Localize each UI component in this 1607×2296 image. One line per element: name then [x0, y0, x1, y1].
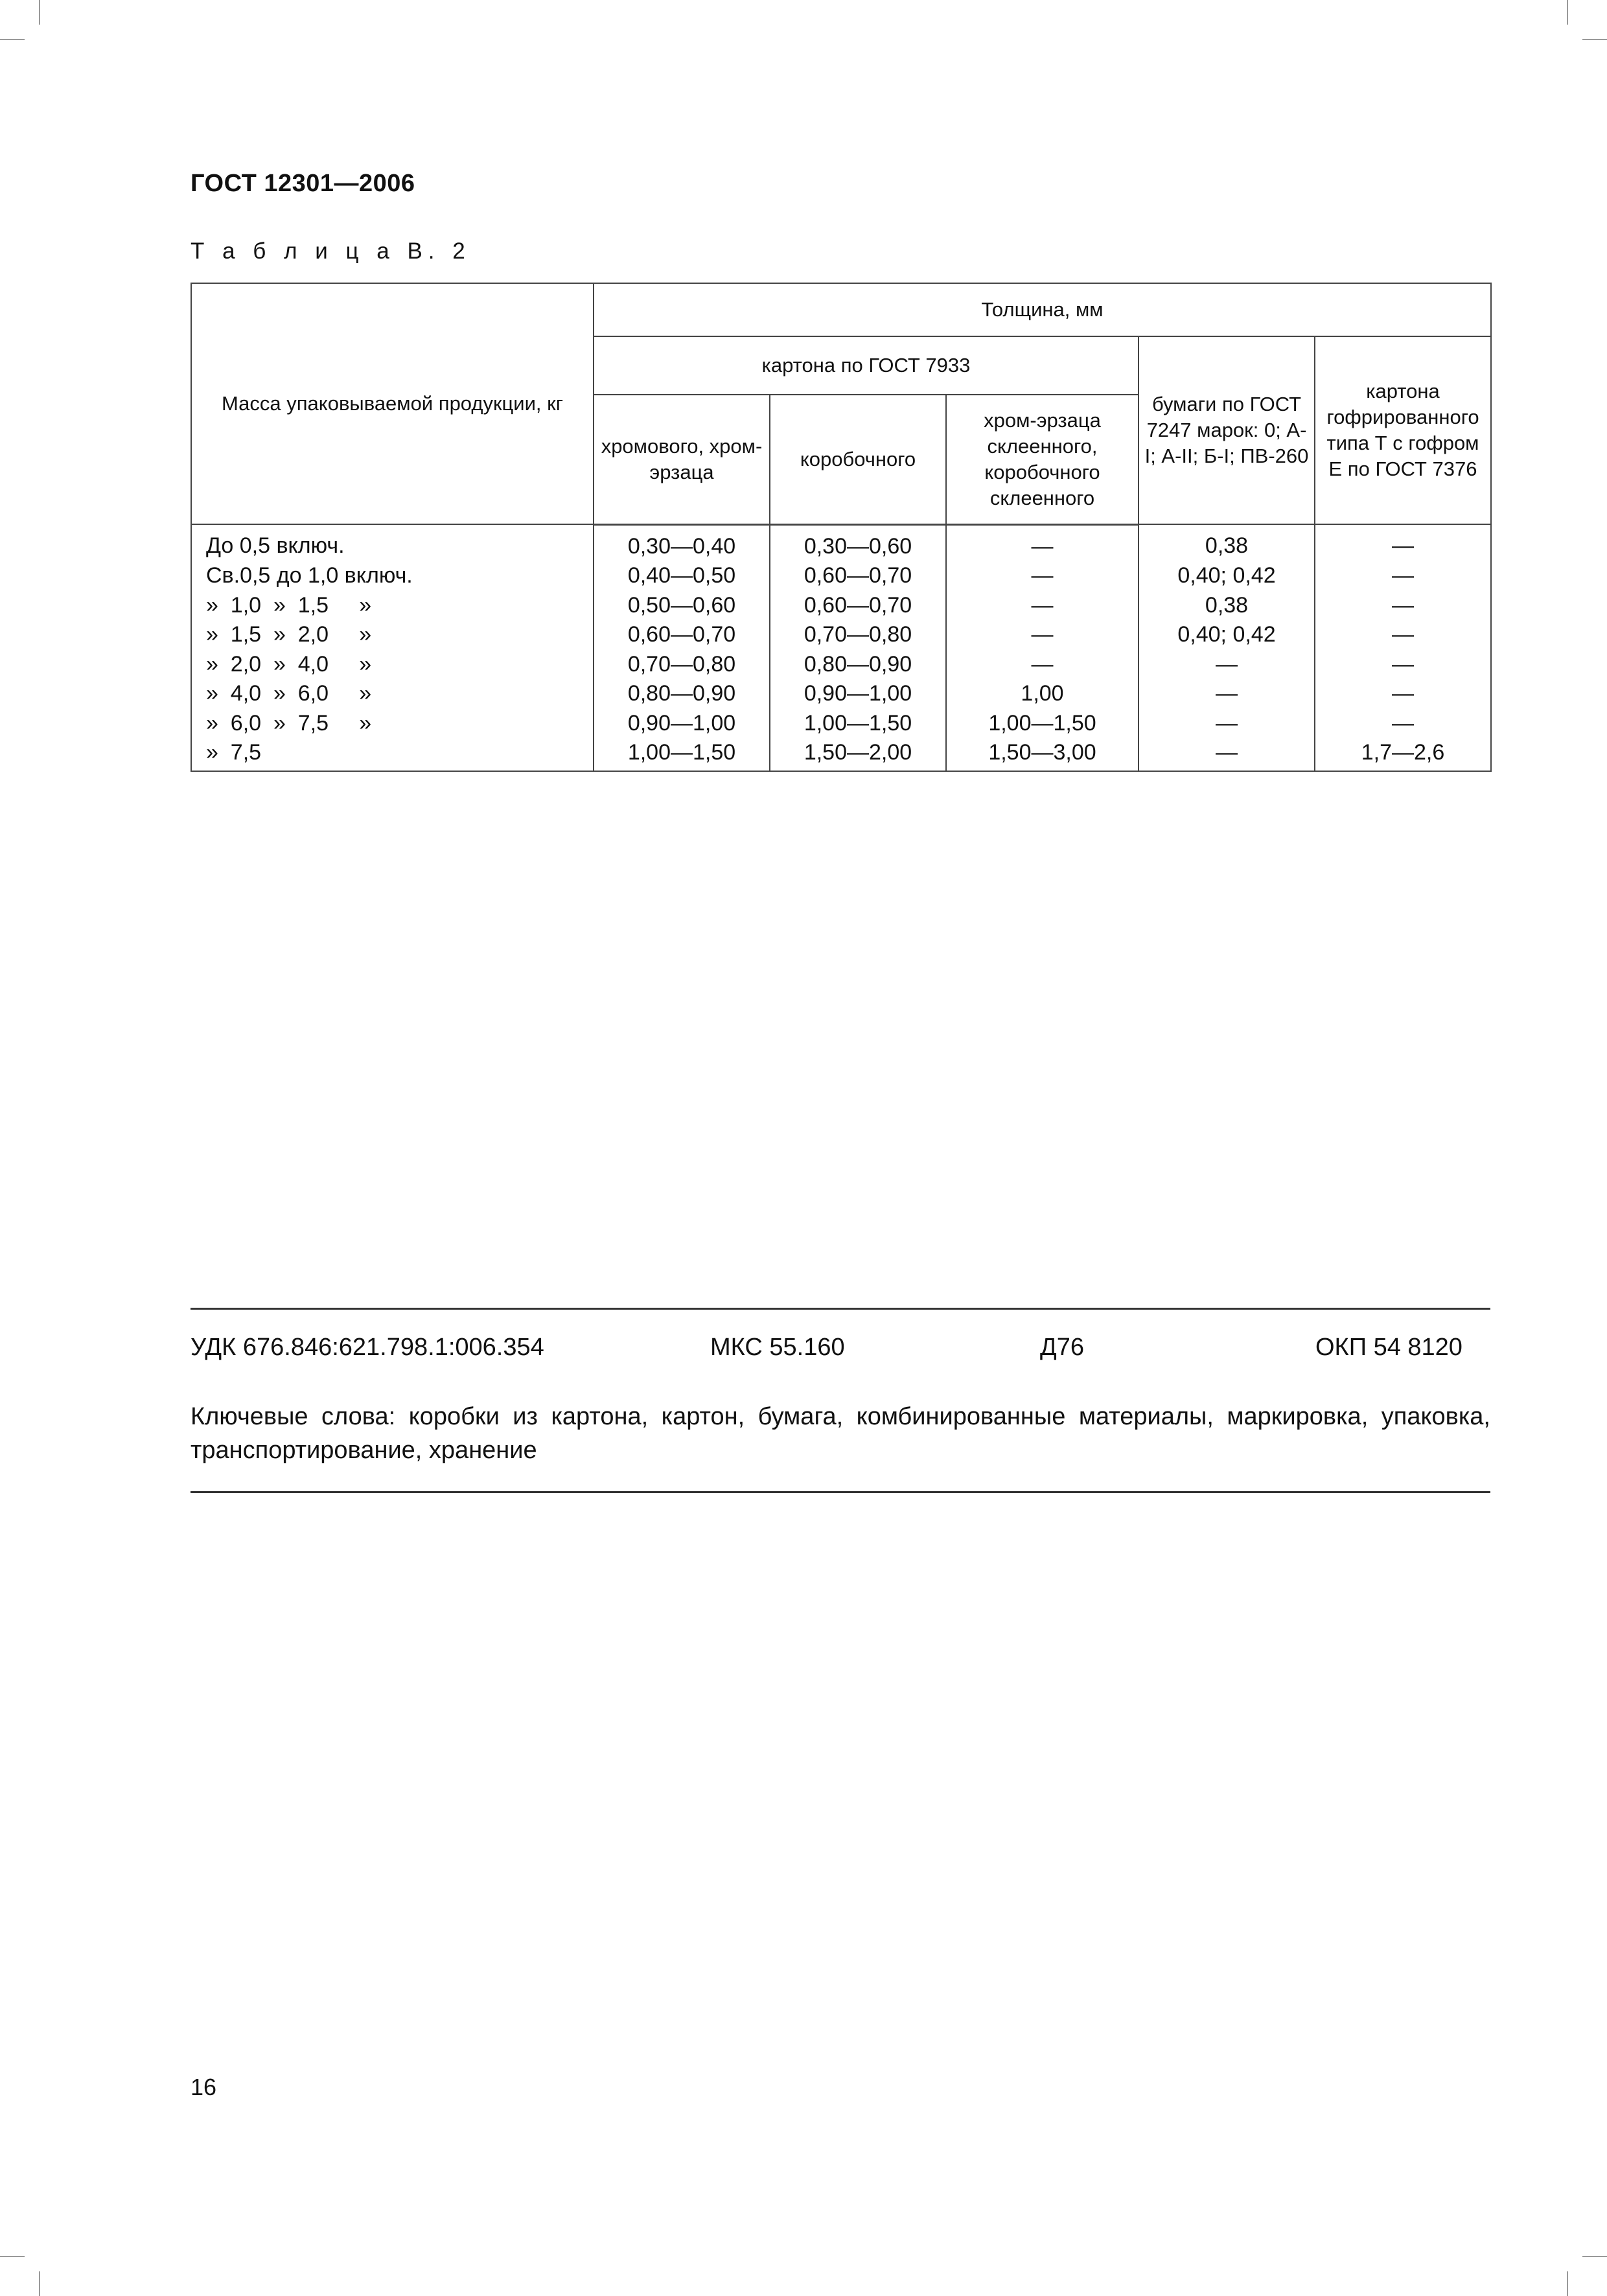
- header-thickness: Толщина, мм: [594, 283, 1491, 336]
- cell-chrome-glued: —: [946, 620, 1139, 650]
- divider-bottom: [191, 1491, 1490, 1493]
- cell-corrugated: —: [1315, 650, 1491, 680]
- cell-corrugated: —: [1315, 591, 1491, 621]
- cell-corrugated: —: [1315, 679, 1491, 709]
- header-chrome-glued: хром-эрзаца склеенного, коробочного склеенного: [946, 395, 1139, 524]
- cell-chrome: 0,80—0,90: [594, 679, 770, 709]
- cell-box: 1,00—1,50: [770, 709, 946, 739]
- cell-chrome: 0,50—0,60: [594, 591, 770, 621]
- crop-mark: [0, 39, 25, 40]
- cell-mass: » 4,0 » 6,0 »: [191, 679, 594, 709]
- cell-corrugated: —: [1315, 620, 1491, 650]
- cell-chrome-glued: —: [946, 650, 1139, 680]
- crop-mark: [39, 2271, 40, 2296]
- cell-chrome-glued: 1,00—1,50: [946, 709, 1139, 739]
- table-row: [191, 524, 1491, 561]
- crop-mark: [1567, 2271, 1568, 2296]
- udc-code: УДК 676.846:621.798.1:006.354: [191, 1334, 544, 1361]
- cell-mass: » 2,0 » 4,0 »: [191, 650, 594, 680]
- cell-box: 1,50—2,00: [770, 738, 946, 771]
- cell-mass: До 0,5 включ.: [191, 524, 594, 561]
- header-box: коробочного: [770, 395, 946, 524]
- cell-paper: —: [1139, 738, 1315, 771]
- thickness-table: [191, 283, 1492, 772]
- cell-box: 0,90—1,00: [770, 679, 946, 709]
- document-title: ГОСТ 12301—2006: [191, 170, 415, 197]
- table-row: [191, 650, 1491, 680]
- header-cardboard-group: картона по ГОСТ 7933: [594, 336, 1139, 395]
- header-paper: бумаги по ГОСТ 7247 марок: 0; А-I; А-II; Б-I; ПВ-260: [1139, 336, 1315, 524]
- cell-chrome: 0,90—1,00: [594, 709, 770, 739]
- group-code: Д76: [1040, 1334, 1085, 1361]
- crop-mark: [1582, 2256, 1607, 2257]
- cell-paper: 0,38: [1139, 591, 1315, 621]
- divider-top: [191, 1308, 1490, 1310]
- cell-mass: » 6,0 » 7,5 »: [191, 709, 594, 739]
- cell-paper: 0,40; 0,42: [1139, 561, 1315, 591]
- crop-mark: [1567, 0, 1568, 25]
- cell-mass: » 1,5 » 2,0 »: [191, 620, 594, 650]
- table-row: [191, 709, 1491, 739]
- cell-paper: 0,38: [1139, 524, 1315, 561]
- cell-mass: Св.0,5 до 1,0 включ.: [191, 561, 594, 591]
- crop-mark: [1582, 39, 1607, 40]
- cell-paper: —: [1139, 709, 1315, 739]
- cell-corrugated: 1,7—2,6: [1315, 738, 1491, 771]
- mks-code: МКС 55.160: [710, 1334, 845, 1361]
- cell-box: 0,60—0,70: [770, 591, 946, 621]
- cell-chrome-glued: —: [946, 524, 1139, 561]
- table-row: [191, 620, 1491, 650]
- cell-chrome: 0,60—0,70: [594, 620, 770, 650]
- cell-corrugated: —: [1315, 524, 1491, 561]
- cell-chrome-glued: 1,00: [946, 679, 1139, 709]
- cell-box: 0,80—0,90: [770, 650, 946, 680]
- cell-chrome-glued: 1,50—3,00: [946, 738, 1139, 771]
- cell-box: 0,70—0,80: [770, 620, 946, 650]
- cell-box: 0,30—0,60: [770, 524, 946, 561]
- cell-corrugated: —: [1315, 709, 1491, 739]
- crop-mark: [0, 2256, 25, 2257]
- table-caption: Т а б л и ц а В. 2: [191, 238, 471, 264]
- cell-mass: » 1,0 » 1,5 »: [191, 591, 594, 621]
- cell-chrome: 0,70—0,80: [594, 650, 770, 680]
- cell-mass: » 7,5: [191, 738, 594, 771]
- cell-chrome-glued: —: [946, 591, 1139, 621]
- okp-code: ОКП 54 8120: [1315, 1334, 1462, 1361]
- crop-mark: [39, 0, 40, 25]
- keywords: Ключевые слова: коробки из картона, картон, бумага, комбинированные материалы, маркировка, упаковка, транспортирование, хранение: [191, 1403, 1490, 1464]
- header-corrugated: картона гофрированного типа Т с гофром Е по ГОСТ 7376: [1315, 336, 1491, 524]
- cell-chrome: 0,30—0,40: [594, 524, 770, 561]
- cell-corrugated: —: [1315, 561, 1491, 591]
- cell-box: 0,60—0,70: [770, 561, 946, 591]
- table-row: [191, 561, 1491, 591]
- cell-chrome: 0,40—0,50: [594, 561, 770, 591]
- cell-paper: 0,40; 0,42: [1139, 620, 1315, 650]
- page-number: 16: [191, 2074, 217, 2100]
- cell-chrome-glued: —: [946, 561, 1139, 591]
- table-row: [191, 679, 1491, 709]
- table-body: [191, 524, 1491, 771]
- cell-paper: —: [1139, 679, 1315, 709]
- cell-paper: —: [1139, 650, 1315, 680]
- table-row: [191, 738, 1491, 771]
- header-chrome: хромового, хром-эрзаца: [594, 395, 770, 524]
- cell-chrome: 1,00—1,50: [594, 738, 770, 771]
- header-mass: Масса упаковываемой продукции, кг: [191, 283, 594, 524]
- table-row: [191, 591, 1491, 621]
